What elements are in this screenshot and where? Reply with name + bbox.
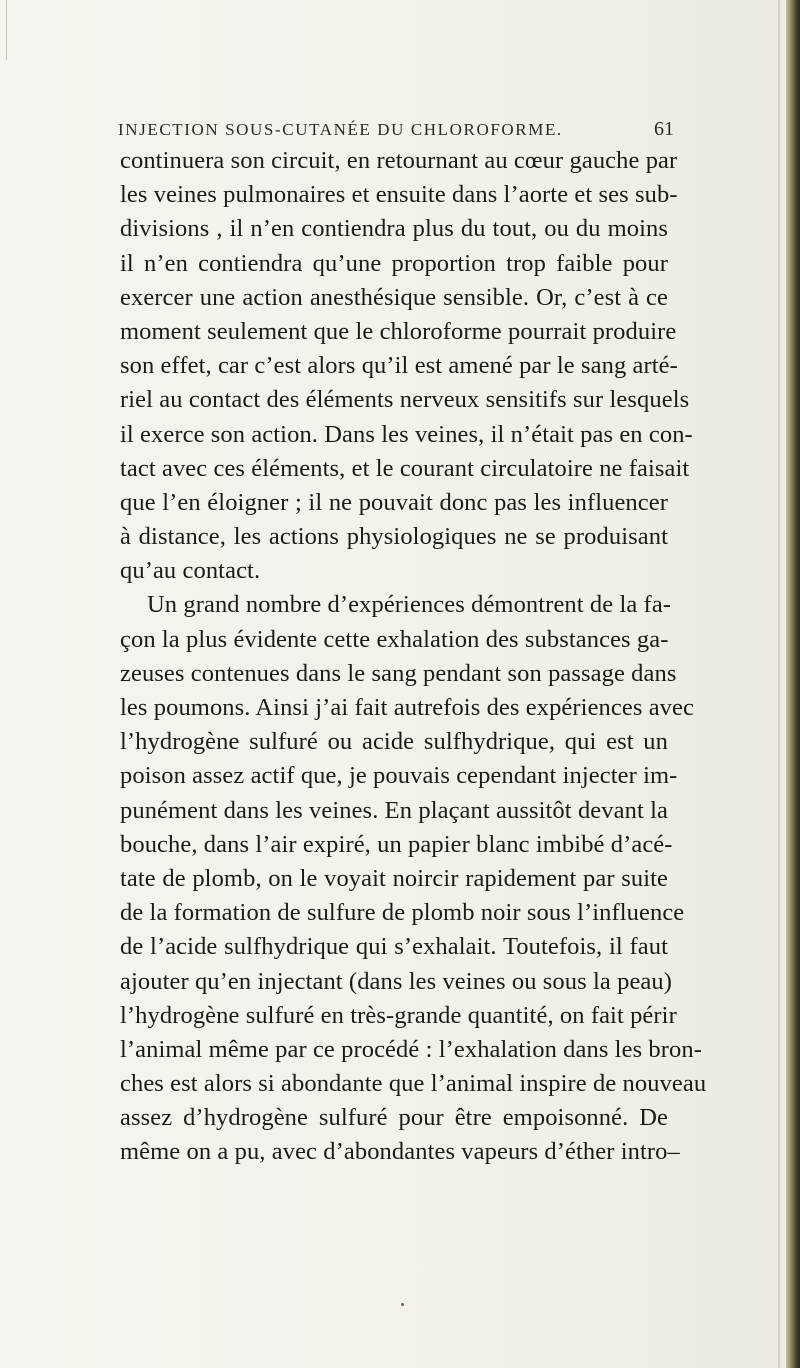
text-line: il exerce son action. Dans les veines, il n’était pas en con-	[120, 420, 693, 448]
text-line: divisions , il n’en contiendra plus du tout, ou du moins	[120, 215, 668, 243]
text-line: exercer une action anesthésique sensible. Or, c’est à ce	[120, 283, 668, 311]
page-margin-mark	[0, 0, 7, 60]
text-line: de la formation de sulfure de plomb noir sous l’influence	[120, 899, 685, 927]
text-line: l’animal même par ce procédé : l’exhalation dans les bron-	[120, 1035, 702, 1063]
paragraph-end-line: qu’au contact.	[120, 557, 261, 585]
text-line: tact avec ces éléments, et le courant circulatoire ne faisait	[120, 454, 690, 482]
text-line: ajouter qu’en injectant (dans les veines ou sous la peau)	[120, 967, 673, 995]
body-text	[120, 144, 707, 1170]
text-line: zeuses contenues dans le sang pendant son passage dans	[120, 659, 677, 687]
page-number: 61	[654, 118, 674, 140]
running-header	[118, 118, 674, 141]
text-line: assez d’hydrogène sulfuré pour être empoisonné. De	[120, 1104, 668, 1132]
text-line: moment seulement que le chloroforme pourrait produire	[120, 317, 677, 345]
book-gutter-edge	[786, 0, 800, 1368]
text-line: bouche, dans l’air expiré, un papier blanc imbibé d’acé-	[120, 830, 673, 858]
text-line: même on a pu, avec d’abondantes vapeurs d’éther intro–	[120, 1138, 680, 1166]
running-title: INJECTION SOUS-CUTANÉE DU CHLOROFORME.	[118, 120, 563, 139]
text-line: les veines pulmonaires et ensuite dans l’aorte et ses sub-	[120, 181, 678, 209]
page-edge-highlight	[778, 0, 780, 1368]
text-line: l’hydrogène sulfuré ou acide sulfhydrique, qui est un	[120, 728, 668, 756]
text-line: il n’en contiendra qu’une proportion trop faible pour	[120, 249, 668, 277]
text-line: continuera son circuit, en retournant au cœur gauche par	[120, 147, 678, 174]
text-line: à distance, les actions physiologiques ne se produisant	[120, 523, 668, 551]
text-line: poison assez actif que, je pouvais cependant injecter im-	[120, 762, 678, 790]
text-line: l’hydrogène sulfuré en très-grande quantité, on fait périr	[120, 1001, 677, 1029]
text-line: de l’acide sulfhydrique qui s’exhalait. Toutefois, il faut	[120, 933, 668, 961]
text-line: les poumons. Ainsi j’ai fait autrefois des expériences avec	[120, 694, 694, 721]
text-line: que l’en éloigner ; il ne pouvait donc pas les influencer	[120, 488, 668, 516]
text-line: tate de plomb, on le voyait noircir rapidement par suite	[120, 864, 668, 892]
paragraph-start-line: Un grand nombre d’expériences démontrent de la fa-	[147, 591, 672, 619]
text-line: punément dans les veines. En plaçant aussitôt devant la	[120, 796, 668, 824]
text-line: son effet, car c’est alors qu’il est amené par le sang arté-	[120, 352, 678, 380]
text-line: çon la plus évidente cette exhalation des substances ga-	[120, 625, 669, 653]
paper-speck	[401, 1303, 404, 1306]
text-line: riel au contact des éléments nerveux sensitifs sur lesquels	[120, 386, 690, 414]
text-line: ches est alors si abondante que l’animal inspire de nouveau	[120, 1070, 707, 1098]
